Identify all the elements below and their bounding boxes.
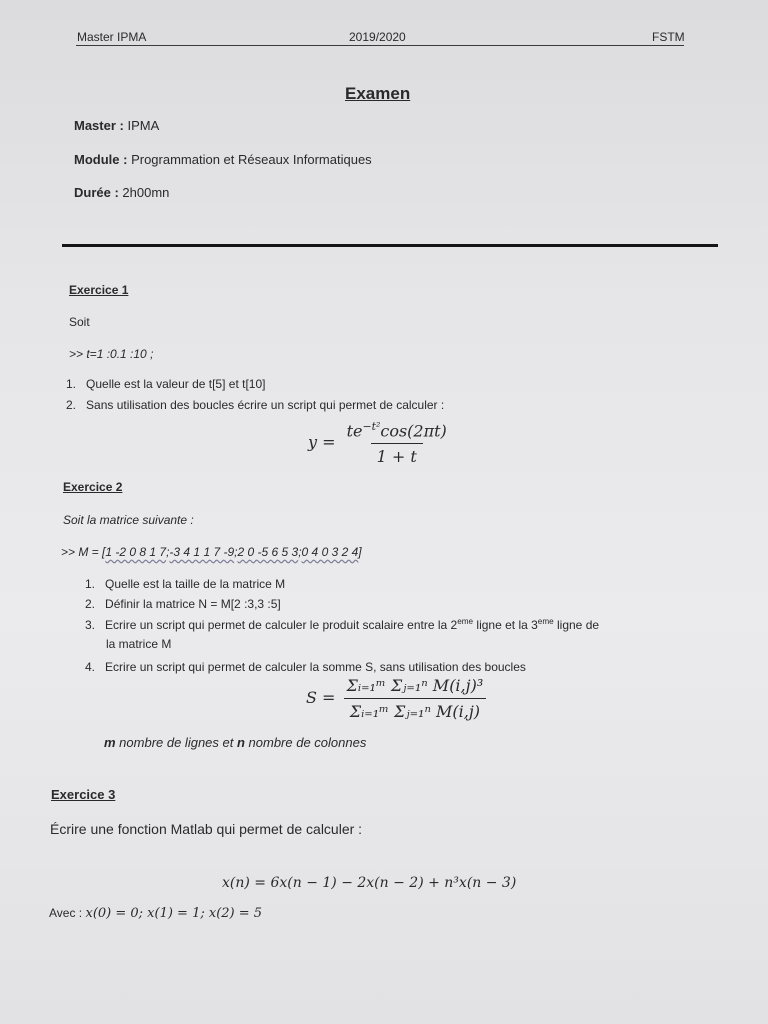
row-sep: ; xyxy=(166,545,170,559)
row-sep: ; xyxy=(298,545,302,559)
meta-master xyxy=(74,118,159,133)
ex2-q2 xyxy=(85,597,281,611)
header-center: 2019/2020 xyxy=(349,30,406,44)
ex1-fraction xyxy=(341,420,453,466)
ex2-q2-num: 2. xyxy=(85,597,96,611)
ex2-q1 xyxy=(85,577,285,591)
matrix-row-4: 0 4 0 3 2 4 xyxy=(301,545,359,559)
ex2-q3-sup2: eme xyxy=(537,617,554,626)
ex1-num-exp: −t² xyxy=(362,420,381,433)
ex2-q1-text: Quelle est la taille de la matrice M xyxy=(105,577,286,591)
master-value: IPMA xyxy=(127,118,160,133)
ex2-q3-text-b: ligne et la 3 xyxy=(473,618,538,632)
ex1-num-cos: cos(2πt) xyxy=(380,421,447,441)
header-underline xyxy=(76,45,684,46)
ex2-q4-num: 4. xyxy=(85,660,96,674)
ex1-formula-numerator xyxy=(341,420,453,443)
master-label: Master : xyxy=(74,118,124,133)
header-left: Master IPMA xyxy=(77,30,147,44)
ex2-q3-num: 3. xyxy=(85,618,96,632)
ex2-formula-numerator: Σᵢ₌₁ᵐ Σⱼ₌₁ⁿ M(i,j)³ xyxy=(346,676,484,695)
page-title: Examen xyxy=(345,84,411,103)
ex1-q2 xyxy=(66,398,444,412)
ex2-q3-line2: la matrice M xyxy=(106,637,172,651)
module-value: Programmation et Réseaux Informatiques xyxy=(131,152,372,167)
duree-value: 2h00mn xyxy=(122,185,170,200)
ex1-q2-text: Sans utilisation des boucles écrire un script qui permet de calculer : xyxy=(86,398,445,412)
ex2-formula xyxy=(306,676,489,721)
ex3-avec xyxy=(49,906,262,921)
avec-value: x(0) = 0; x(1) = 1; x(2) = 5 xyxy=(85,906,263,921)
meta-duree xyxy=(74,185,169,200)
matrix-row-1: 1 -2 0 8 1 7 xyxy=(105,545,167,559)
ex1-title: Exercice 1 xyxy=(69,283,129,297)
meta-module xyxy=(74,152,372,167)
header-right: FSTM xyxy=(652,30,685,44)
ex1-num-te: te xyxy=(346,421,363,441)
note-mid: nombre de lignes et xyxy=(115,735,237,750)
ex1-formula-lhs: y = xyxy=(308,432,336,452)
ex1-code: >> t=1 :0.1 :10 ; xyxy=(69,347,154,361)
ex3-text: Écrire une fonction Matlab qui permet de calculer : xyxy=(50,821,363,837)
ex2-note xyxy=(104,735,366,750)
note-n: n xyxy=(236,735,245,750)
ex2-q3-sup1: eme xyxy=(457,617,474,626)
separator-rule xyxy=(62,244,718,247)
ex1-q2-num: 2. xyxy=(66,398,77,412)
ex1-formula xyxy=(308,420,453,466)
ex2-q3 xyxy=(85,617,599,632)
ex2-q4-text: Ecrire un script qui permet de calculer la somme S, sans utilisation des boucles xyxy=(105,660,526,674)
ex1-intro: Soit xyxy=(69,315,90,329)
ex2-q2-text: Définir la matrice N = M[2 :3,3 :5] xyxy=(105,597,281,611)
ex1-formula-denominator: 1 + t xyxy=(371,443,423,466)
ex1-q1 xyxy=(66,377,265,391)
ex2-q3-text-c: ligne de xyxy=(553,618,600,632)
duree-label: Durée : xyxy=(74,185,119,200)
ex2-formula-lhs: S = xyxy=(306,688,336,707)
ex2-q3-text-a: Ecrire un script qui permet de calculer le produit scalaire entre la 2 xyxy=(105,618,458,632)
ex2-q1-num: 1. xyxy=(85,577,96,591)
ex2-code-prefix: >> M = [ xyxy=(61,545,106,559)
ex2-intro: Soit la matrice suivante : xyxy=(63,513,194,527)
ex2-q4 xyxy=(85,660,526,674)
ex2-title: Exercice 2 xyxy=(63,480,123,494)
note-end: nombre de colonnes xyxy=(244,735,367,750)
avec-label: Avec : xyxy=(49,906,83,920)
ex1-q1-text: Quelle est la valeur de t[5] et t[10] xyxy=(86,377,266,391)
ex1-q1-num: 1. xyxy=(66,377,77,391)
module-label: Module : xyxy=(74,152,128,167)
ex3-formula: x(n) = 6x(n − 1) − 2x(n − 2) + n³x(n − 3) xyxy=(222,875,517,891)
matrix-row-3: 2 0 -5 6 5 3 xyxy=(237,545,299,559)
ex2-formula-denominator: Σᵢ₌₁ᵐ Σⱼ₌₁ⁿ M(i,j) xyxy=(344,698,486,721)
ex2-code xyxy=(61,545,362,559)
row-sep: ; xyxy=(234,545,238,559)
ex2-fraction xyxy=(341,676,490,721)
ex2-code-suffix: ] xyxy=(358,545,362,559)
ex3-title: Exercice 3 xyxy=(51,787,116,802)
matrix-row-2: -3 4 1 1 7 -9 xyxy=(169,545,235,559)
note-m: m xyxy=(104,735,116,750)
